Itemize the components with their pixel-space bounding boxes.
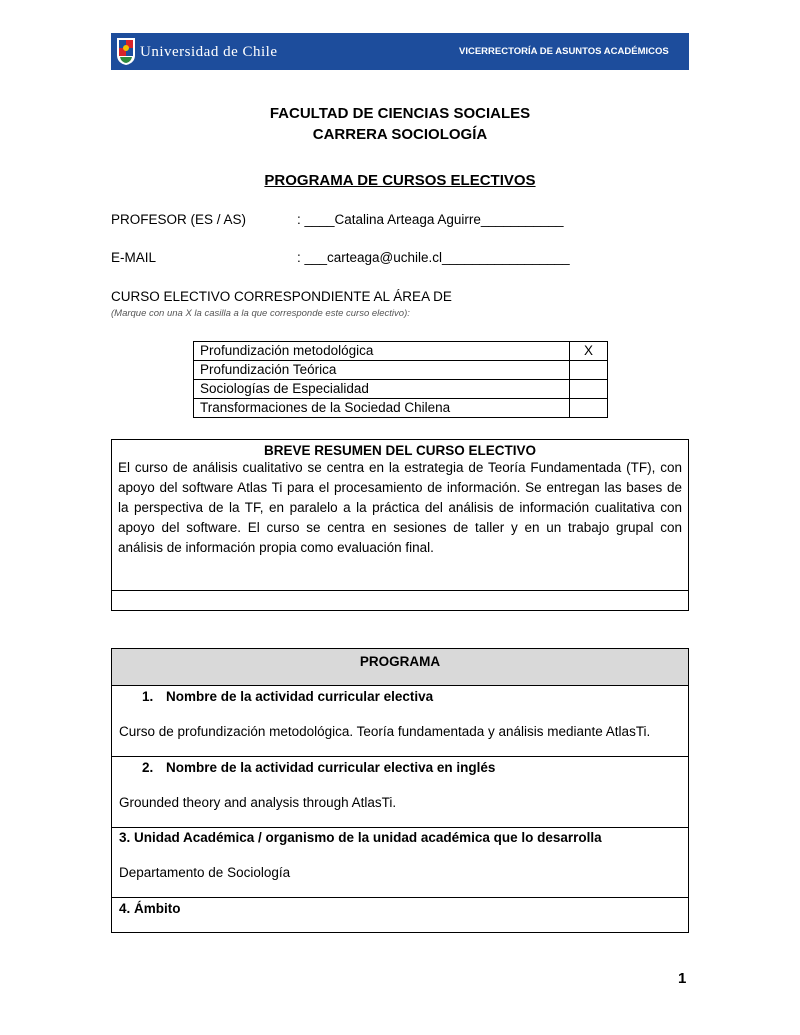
section-title: 3. Unidad Académica / organismo de la unidad académica que lo desarrolla — [119, 830, 602, 845]
area-label: Sociologías de Especialidad — [194, 380, 570, 399]
section-text: Departamento de Sociología — [119, 865, 291, 880]
area-label: Transformaciones de la Sociedad Chilena — [194, 399, 570, 418]
summary-heading: BREVE RESUMEN DEL CURSO ELECTIVO — [263, 443, 537, 458]
university-crest-icon — [116, 37, 136, 66]
summary-text: El curso de análisis cualitativo se centra en la estrategia de Teoría Fundamentada (TF), con apoyo del software Atlas Ti para el procesamiento de información. Se entregan las bases de la perspectiva de la TF, en paralelo a la práctica del análisis de información cualitativa con apoyo del software. El curso se centra en sesiones de taller y en un trabajo grupal con análisis de información propia como evaluación final. — [118, 460, 682, 555]
area-row — [194, 380, 608, 399]
area-label: Profundización metodológica — [194, 342, 570, 361]
area-hint: (Marque con una X la casilla a la que corresponde este curso electivo): — [111, 308, 410, 319]
row-divider — [112, 897, 688, 898]
page-number: 1 — [678, 970, 687, 987]
area-row — [194, 399, 608, 418]
area-checkbox[interactable] — [570, 361, 608, 380]
section-text: Curso de profundización metodológica. Teoría fundamentada y análisis mediante AtlasTi. — [119, 724, 651, 739]
section-text: Grounded theory and analysis through AtlasTi. — [119, 795, 397, 810]
area-heading: CURSO ELECTIVO CORRESPONDIENTE AL ÁREA DE — [111, 289, 452, 304]
row-divider — [112, 756, 688, 757]
faculty-title: FACULTAD DE CIENCIAS SOCIALES — [269, 105, 531, 122]
section-title: Nombre de la actividad curricular electiva — [166, 689, 434, 704]
programa-heading: PROGRAMA — [112, 649, 688, 686]
professor-label: PROFESOR (ES / AS) — [111, 212, 247, 227]
summary-divider — [112, 590, 688, 591]
programa-table — [111, 648, 689, 933]
email-value: : ___carteaga@uchile.cl_________________ — [297, 250, 570, 265]
row-divider — [112, 827, 688, 828]
summary-box — [111, 439, 689, 611]
area-row — [194, 342, 608, 361]
section-number: 2. — [142, 760, 154, 775]
section-number: 1. — [142, 689, 154, 704]
vicerrectoria-label: VICERRECTORÍA DE ASUNTOS ACADÉMICOS — [459, 46, 669, 57]
area-row — [194, 361, 608, 380]
area-table — [193, 341, 608, 418]
area-checkbox[interactable]: X — [570, 342, 608, 361]
career-title: CARRERA SOCIOLOGÍA — [312, 126, 488, 143]
university-name: Universidad de Chile — [140, 44, 278, 60]
area-checkbox[interactable] — [570, 380, 608, 399]
area-checkbox[interactable] — [570, 399, 608, 418]
professor-value: : ____Catalina Arteaga Aguirre___________ — [297, 212, 564, 227]
section-title: 4. Ámbito — [119, 901, 181, 916]
email-label: E-MAIL — [111, 250, 157, 265]
area-label: Profundización Teórica — [194, 361, 570, 380]
section-title: Nombre de la actividad curricular electiva en inglés — [166, 760, 496, 775]
program-title: PROGRAMA DE CURSOS ELECTIVOS — [264, 172, 536, 189]
